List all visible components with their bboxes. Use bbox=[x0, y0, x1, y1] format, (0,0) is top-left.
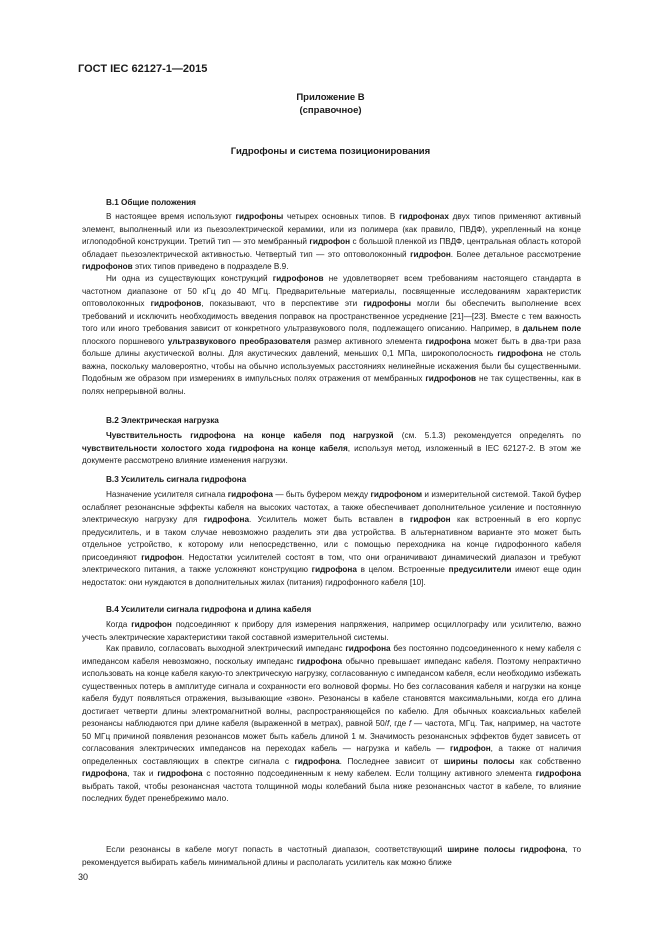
bold-term: дальнем поле bbox=[522, 324, 581, 333]
bold-term: ширины полосы bbox=[443, 756, 515, 766]
bold-term: гидрофон bbox=[131, 620, 172, 629]
text-run: может быть в два-три раза больше длины акустической волны. Для акустических давлений, меньших 0,1 МПа, широкополосность bbox=[82, 336, 581, 358]
bold-term: гидрофонах bbox=[399, 212, 449, 221]
text-run: , а также от наличия определенных составляющих в спектре сигнала с bbox=[82, 744, 582, 766]
bold-term: гидрофона bbox=[227, 490, 273, 499]
text-run: , где bbox=[389, 719, 409, 728]
text-run: подсоединяют к прибору для измерения напряжения, например осциллографу или усилителю, важно учесть электрические характеристики такой составной измерительной системы. bbox=[82, 620, 581, 642]
text-run: Если резонансы в кабеле могут попасть в частотный диапазон, соответствующий bbox=[106, 845, 448, 854]
text-run: — быть буфером между bbox=[272, 490, 371, 499]
text-run: , показывают, что в перспективе эти bbox=[201, 299, 364, 308]
bold-term: гидрофона bbox=[497, 349, 543, 358]
bold-term: гидрофон bbox=[309, 237, 351, 246]
paragraph bbox=[82, 211, 581, 274]
text-run: с большой пленкой из ПВДФ, центральная область которой обладает пьезоэлектрической активностью. Четвертый тип — это оптоволоконный bbox=[82, 237, 581, 259]
bold-term: гидрофона bbox=[296, 656, 343, 666]
text-run: , так и bbox=[127, 769, 158, 778]
text-run: f bbox=[408, 719, 412, 728]
text-run: не удовлетворяет всем требованиям настоящего стандарта в частотном диапазоне от 50 кГц до 40 МГц. Предварительные материалы, посвященные исследованиям характеристик оптоволоконных bbox=[82, 274, 581, 308]
page-title: Гидрофоны и система позиционирования bbox=[230, 146, 431, 157]
text-run: выбрать такой, чтобы резонансная частота толщинной моды колебаний была ниже резонансных частот в кабеле, то влияние последних будет пренебрежимо мало. bbox=[82, 781, 581, 803]
bold-term: ширине полосы гидрофона bbox=[447, 845, 566, 854]
bold-term: гидрофонов bbox=[272, 274, 324, 283]
paragraph bbox=[82, 489, 581, 589]
text-run: четырех основных типов. В bbox=[283, 212, 400, 221]
text-run: , то рекомендуется выбирать кабель минимальной длины и располагать усилитель как можно ближе bbox=[82, 845, 581, 867]
text-run: как собственно bbox=[514, 756, 581, 766]
section-heading: В.3 Усилитель сигнала гидрофона bbox=[106, 475, 247, 484]
bold-term: гидрофонов bbox=[150, 299, 202, 308]
appendix-type: (справочное) bbox=[299, 105, 362, 116]
text-run: без постоянно подсоединенного к нему кабеля с импедансом кабеля невозможно, поскольку импеданс bbox=[82, 644, 581, 666]
text-run: . Более детальное рассмотрение bbox=[450, 249, 581, 259]
bold-term: Чувствительность гидрофона на конце кабеля под нагрузкой bbox=[106, 431, 394, 440]
text-run: двух типов применяют активный элемент, выполненный или из пьезоэлектрической керамики, или из полимера (как правило, ПВДФ), укрепленный на конце иглоподобной конструкции. Третий тип — это мембранный bbox=[82, 212, 581, 246]
bold-term: гидрофона bbox=[345, 644, 391, 653]
text-run: имеют еще один недостаток: они нуждаются в дополнительных жилах (питания) гидрофонного кабеля [10]. bbox=[82, 565, 581, 587]
text-run: . Усилитель может быть вставлен в bbox=[249, 515, 410, 524]
text-run: и измерительной системой. Такой буфер ослабляет резонансные эффекты кабеля на высоких частотах, а также обеспечивает дополнительное усиление и постоянную электрическую нагрузку для bbox=[82, 490, 581, 524]
paragraph bbox=[82, 643, 581, 806]
text-run: Когда bbox=[106, 620, 132, 629]
text-run: — частота, МГц. Так, например, на частоте 50 МГц причиной появления резонансов может быть кабель длиной 1 м. Значимость резонансных эффектов будет зависеть от согласования электрических импедансов на переходах кабель — нагрузка и кабель — bbox=[82, 719, 581, 753]
bold-term: гидрофоны bbox=[363, 299, 411, 308]
text-run: . Недостатки усилителей состоят в том, что они ограничивают динамический диапазон и требуют электрического питания, а также усложняют конструкцию bbox=[82, 552, 581, 574]
bold-term: предусилители bbox=[448, 565, 512, 574]
section-heading: В.1 Общие положения bbox=[106, 198, 196, 207]
bold-term: гидрофон bbox=[141, 552, 182, 562]
paragraph bbox=[82, 430, 581, 468]
bold-term: гидрофоном bbox=[370, 490, 423, 499]
text-run: не столь важна, поскольку маловероятно, чтобы на обычно используемых расстояниях нелинейные искажения были бы существенными. Подобным же образом при измерениях в импульсных полях отражения от мембранных bbox=[82, 349, 582, 383]
appendix-label: Приложение В bbox=[296, 92, 365, 103]
text-run: этих типов приведено в подразделе В.9. bbox=[132, 262, 289, 271]
text-run: в целом. Встроенные bbox=[356, 565, 449, 574]
bold-term: гидрофонов bbox=[425, 374, 477, 383]
text-run: с постоянно подсоединенным к нему кабелем. Если толщину активного элемента bbox=[202, 769, 536, 778]
bold-term: гидрофона bbox=[425, 336, 471, 346]
text-run: Как правило, согласовать выходной электрический импеданс bbox=[106, 644, 346, 653]
text-run: (см. 5.1.3) рекомендуется определять по bbox=[393, 431, 581, 440]
text-run: . Последнее зависит от bbox=[339, 756, 444, 766]
bold-term: гидрофоны bbox=[235, 212, 284, 221]
bold-term: гидрофона bbox=[294, 756, 340, 766]
text-run: Назначение усилителя сигнала bbox=[106, 490, 228, 499]
bold-term: гидрофон bbox=[410, 249, 451, 259]
text-run: размер активного элемента bbox=[310, 336, 426, 346]
bold-term: гидрофона bbox=[311, 565, 357, 574]
text-run: обычно превышает импеданс кабеля. Поэтому непрактично использовать на конце кабеля какую-то электрическую нагрузку, согласованную с импедансом кабеля, если необходимо избежать существенных потерь в амплитуде сигнала и сохранности его волновой формы. Но без согласования кабеля и нагрузки на конце кабеля будут появляться отражения, вызывающие «звон». Резонансы в кабеле становятся максимальными, когда его длина достигает четверти длины электромагнитной волны, распространяющейся по кабелю. Для обычных коаксиальных кабелей резонансы наблюдаются при длине кабеля (выраженной в метрах), равной 50/ bbox=[82, 656, 581, 728]
text-run: В настоящее время используют bbox=[106, 212, 236, 221]
bold-term: чувствительности холостого хода гидрофона на конце кабеля bbox=[82, 443, 348, 453]
paragraph bbox=[82, 844, 581, 869]
document-header: ГОСТ IEC 62127-1—2015 bbox=[78, 63, 208, 75]
text-run: Ни одна из существующих конструкций bbox=[106, 274, 273, 283]
text-run: плоского поршневого bbox=[82, 336, 168, 346]
section-heading: В.4 Усилители сигнала гидрофона и длина кабеля bbox=[106, 605, 312, 614]
bold-term: гидрофона bbox=[535, 769, 581, 778]
section-heading: В.2 Электрическая нагрузка bbox=[106, 416, 219, 425]
paragraph bbox=[82, 619, 581, 644]
bold-term: гидрофона bbox=[203, 515, 249, 524]
page-number: 30 bbox=[78, 872, 89, 882]
bold-term: гидрофона bbox=[82, 769, 128, 778]
paragraph bbox=[82, 273, 581, 398]
bold-term: гидрофон bbox=[409, 515, 451, 524]
text-run: как встроенный в его корпус предусилитель, и в таком случае невозможно разделить эти два устройства. В альтернативном варианте это может быть отдельное устройство, к которому или непосредственно, или с помощью переходника на конце гидрофонного кабеля присоединяют bbox=[82, 515, 581, 562]
text-run: могли бы обеспечить выполнение всех требований и исключить необходимость введения поправок на пространственное усреднение [21]—[23]. Вместе с тем важность того или иного требования зависит от конкретного ультразвукового поля, подлежащего описанию. Например, в bbox=[82, 299, 582, 333]
text-run: f bbox=[386, 719, 390, 728]
text-run: не так существенны, как в полях непрерывной волны. bbox=[82, 374, 581, 396]
text-run: , используя метод, изложенный в IEC 62127-2. В этом же документе рассмотрено влияние изменения нагрузки. bbox=[82, 443, 581, 465]
bold-term: гидрофона bbox=[157, 769, 203, 778]
bold-term: ультразвукового преобразователя bbox=[167, 336, 311, 346]
bold-term: гидрофонов bbox=[82, 262, 133, 271]
bold-term: гидрофон bbox=[450, 744, 491, 753]
